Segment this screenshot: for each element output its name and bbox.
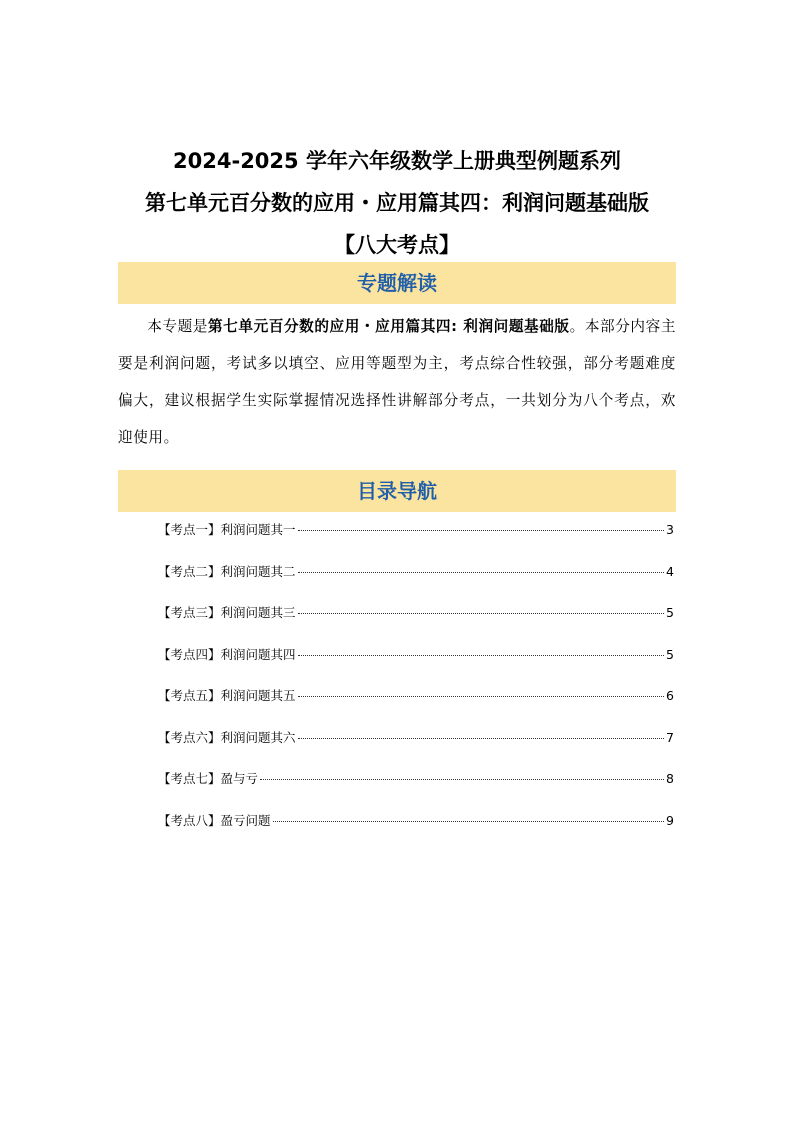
toc-dot-leader: [260, 779, 664, 780]
intro-text-prefix: 本专题是: [147, 318, 208, 335]
toc-section-heading: 目录导航: [118, 470, 676, 512]
toc-dot-leader: [298, 572, 665, 573]
document-title-line-2: 第七单元百分数的应用・应用篇其四：利润问题基础版: [145, 191, 649, 215]
toc-entry-page: 7: [666, 729, 674, 745]
toc-entry-label: 【考点八】盈亏问题: [158, 812, 271, 828]
toc-entry-label: 【考点一】利润问题其一: [158, 522, 296, 537]
toc-dot-leader: [273, 821, 665, 822]
intro-paragraph: [118, 308, 676, 456]
toc-entry-3[interactable]: [158, 603, 674, 645]
toc-dot-leader: [298, 696, 665, 697]
toc-entry-page: 9: [666, 812, 674, 828]
toc-entry-page: 6: [666, 688, 674, 703]
toc-entry-6[interactable]: [158, 728, 674, 770]
toc-entry-label: 【考点四】利润问题其四: [158, 646, 296, 662]
toc-entry-1[interactable]: [158, 520, 674, 562]
toc-entry-page: 4: [666, 563, 674, 579]
toc-entry-label: 【考点七】盈与亏: [158, 771, 259, 786]
intro-text-suffix: 。本部分内容主要是利润问题，考试多以填空、应用等题型为主，考点综合性较强，部分考题难度偏大，建议根据学生实际掌握情况选择性讲解部分考点，一共划分为八个考点，欢迎使用。: [118, 318, 677, 446]
toc-dot-leader: [298, 738, 665, 739]
toc-entry-label: 【考点三】利润问题其三: [158, 605, 296, 620]
document-title-line-1: 2024-2025 学年六年级数学上册典型例题系列: [173, 149, 621, 173]
toc-entry-page: 3: [666, 522, 674, 537]
intro-section-heading: 专题解读: [118, 262, 676, 304]
toc-entry-page: 5: [666, 646, 674, 662]
toc-entry-label: 【考点六】利润问题其六: [158, 729, 296, 745]
document-title-line-3: 【八大考点】: [334, 233, 460, 257]
toc-entry-8[interactable]: [158, 811, 674, 853]
toc-dot-leader: [298, 613, 665, 614]
toc-dot-leader: [298, 530, 665, 531]
toc-entry-page: 8: [666, 771, 674, 786]
table-of-contents: [158, 520, 674, 852]
toc-entry-label: 【考点五】利润问题其五: [158, 688, 296, 703]
toc-entry-4[interactable]: [158, 645, 674, 687]
toc-entry-7[interactable]: [158, 769, 674, 811]
intro-text-bold: 第七单元百分数的应用・应用篇其四: 利润问题基础版: [207, 318, 570, 335]
toc-dot-leader: [298, 655, 665, 656]
toc-entry-label: 【考点二】利润问题其二: [158, 563, 296, 579]
toc-entry-2[interactable]: [158, 562, 674, 604]
toc-entry-5[interactable]: [158, 686, 674, 728]
toc-entry-page: 5: [666, 605, 674, 620]
